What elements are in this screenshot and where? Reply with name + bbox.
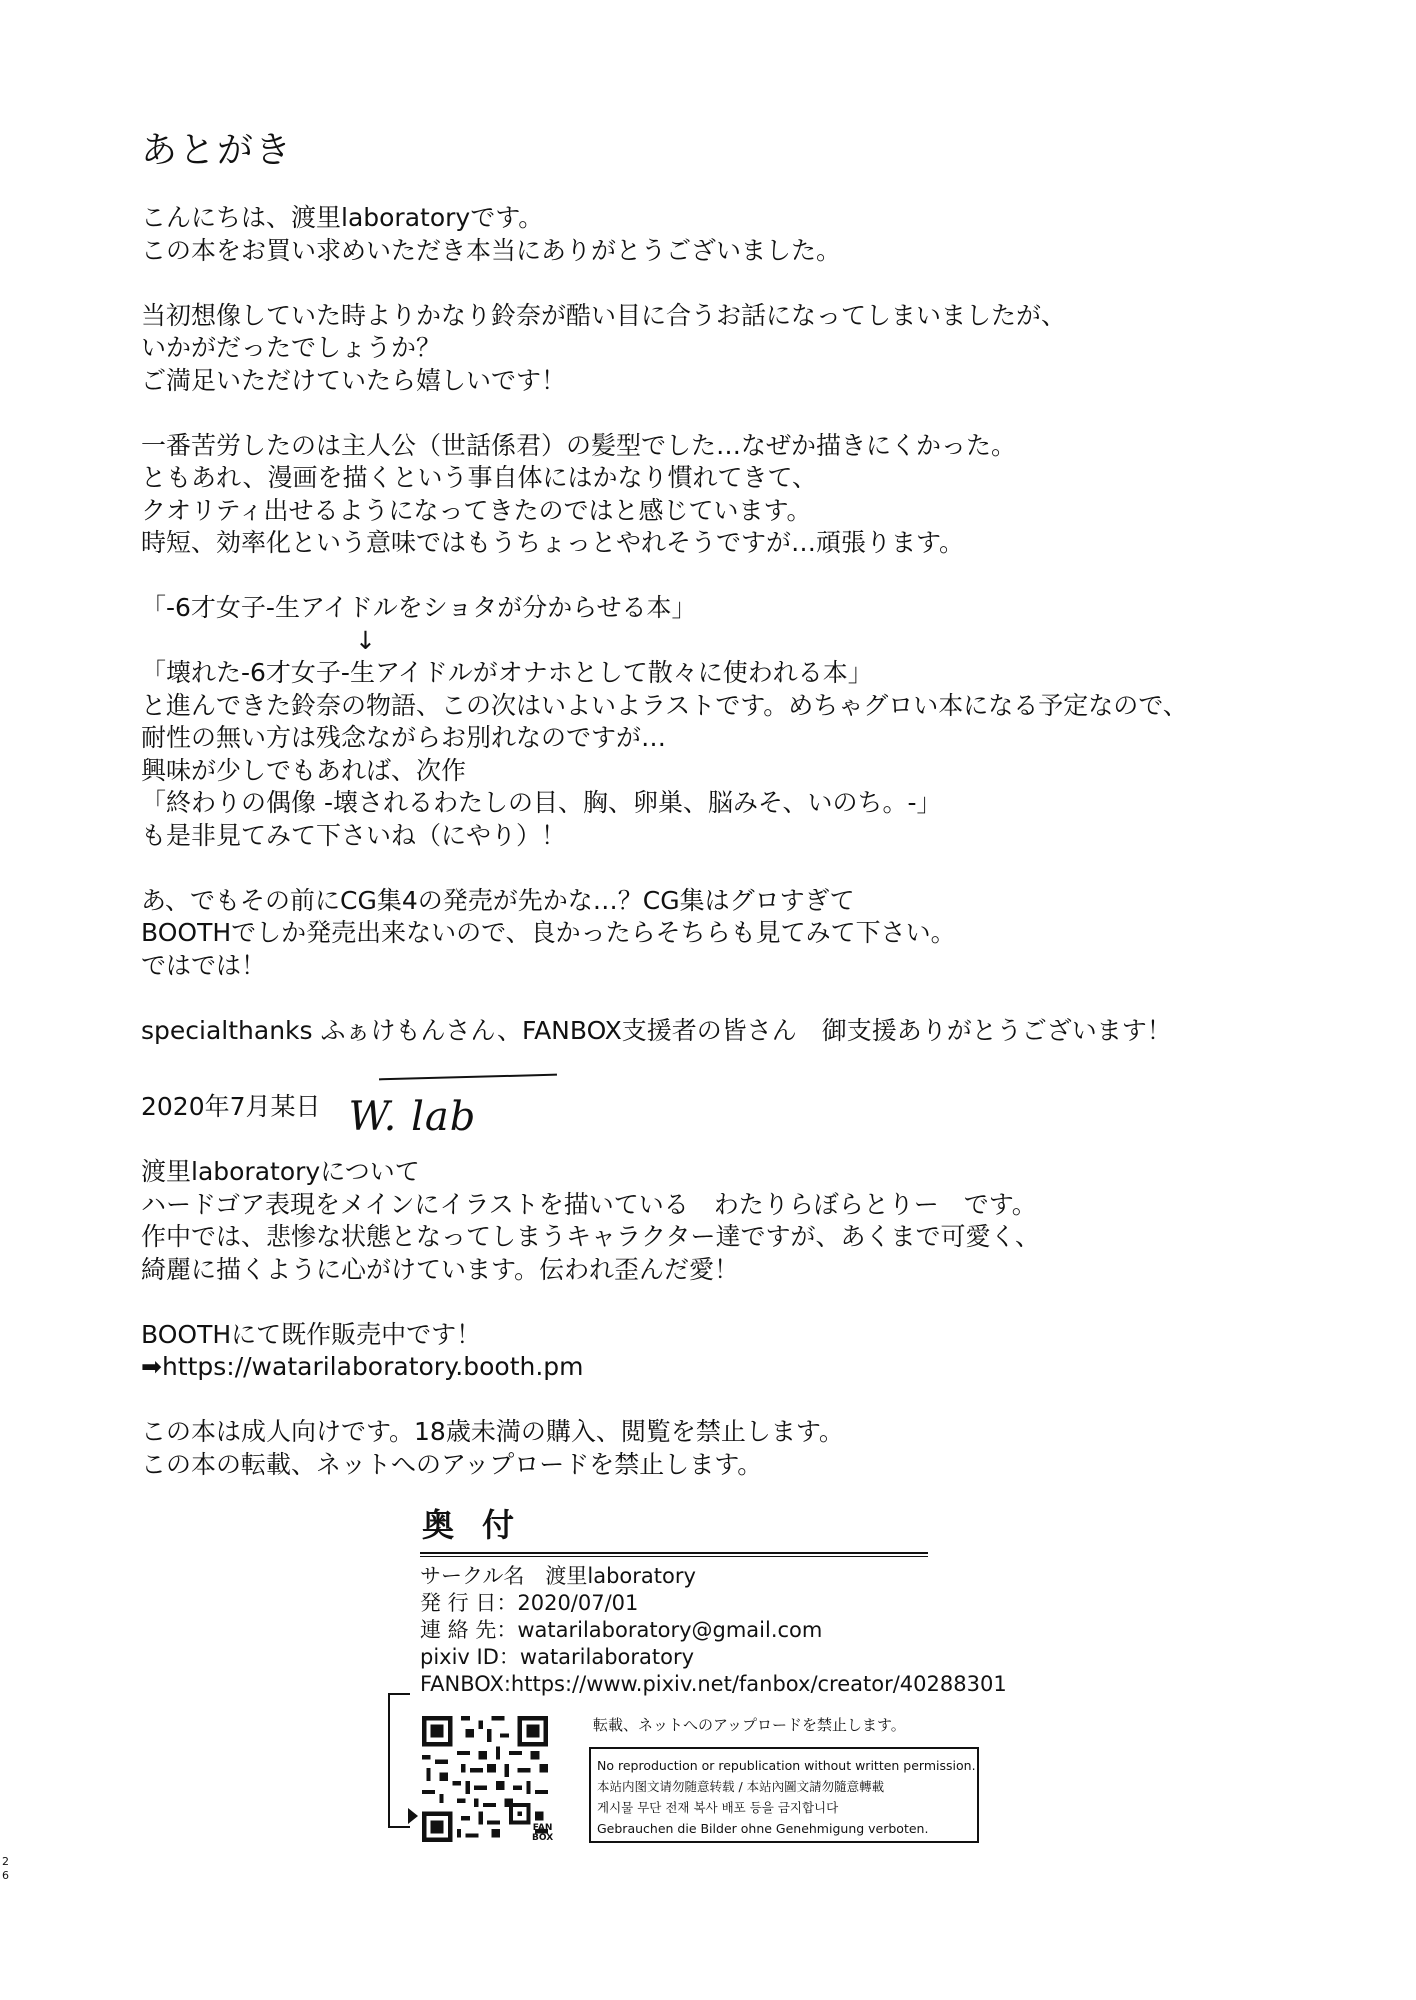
special-thanks: specialthanks ふぁけもんさん、FANBOX支援者の皆さん 御支援ありがとうございます！: [141, 1015, 1172, 1045]
copyright-notice-box: [589, 1747, 979, 1843]
colophon-rule: [420, 1552, 928, 1557]
afterword-line: あ、でもその前にCG集4の発売が先かな…？CG集はグロすぎて: [141, 885, 855, 915]
notice-title: 転載、ネットへのアップロードを禁止します。: [593, 1716, 906, 1734]
page-number-text: 26: [2, 1855, 9, 1882]
down-arrow: ↓: [355, 625, 376, 655]
about-line: ハードゴア表現をメインにイラストを描いている わたりらぼらとりー です。: [141, 1189, 1037, 1219]
afterword-line: 耐性の無い方は残念ながらお別れなのですが…: [141, 723, 667, 752]
notice-line: No reproduction or republication without written permission.: [597, 1758, 976, 1773]
afterword-line: 当初想像していた時よりかなり鈴奈が酷い目に合うお話になってしまいましたが、: [141, 300, 1067, 330]
notice-line: 게시물 무단 전재 복사 배포 등을 금지합니다: [597, 1800, 839, 1815]
afterword-line: 「終わりの偶像 -壊されるわたしの目、胸、卵巣、脳みそ、いのち。-」: [141, 788, 942, 817]
afterword-line: ともあれ、漫画を描くという事自体にはかなり慣れてきて、: [141, 463, 818, 492]
afterword-line: 一番苦労したのは主人公（世話係君）の髪型でした…なぜか描きにくかった。: [141, 430, 1017, 460]
colophon-row-circle: サークル名 渡里laboratory: [420, 1564, 696, 1588]
afterword-line: ではでは！: [141, 950, 267, 980]
about-heading: 渡里laboratoryについて: [141, 1157, 420, 1186]
afterword-line: こんにちは、渡里laboratoryです。: [141, 203, 544, 232]
about-line: 作中では、悲惨な状態となってしまうキャラクター達ですが、あくまで可愛く、: [141, 1222, 1041, 1251]
adult-notice: この本は成人向けです。18歳未満の購入、閲覧を禁止します。: [141, 1417, 844, 1446]
afterword-heading: あとがき: [141, 130, 294, 171]
bracket-arrow: [388, 1693, 410, 1828]
booth-url: ➡https://watarilaboratory.booth.pm: [141, 1352, 584, 1381]
signature-text: W. lab: [348, 1094, 477, 1140]
afterword-line: クオリティ出せるようになってきたのではと感じています。: [141, 495, 812, 525]
colophon-row-pixiv: pixiv ID ： watarilaboratory: [420, 1645, 695, 1669]
afterword-line: も是非見てみて下さいね（にやり）！: [141, 820, 567, 850]
afterword-line: いかがだったでしょうか？: [141, 333, 442, 362]
colophon-row-fanbox: FANBOX : https://www.pixiv.net/fanbox/creator/40288301: [420, 1672, 1007, 1696]
afterword-line: BOOTHでしか発売出来ないので、良かったらそちらも見てみて下さい。: [141, 918, 956, 947]
afterword-line: と進んできた鈴奈の物語、この次はいよいよラストです。めちゃグロい本になる予定なので、: [141, 690, 1188, 720]
afterword-line: 「壊れた-6才女子-生アイドルがオナホとして散々に使われる本」: [141, 658, 873, 687]
about-line: 綺麗に描くように心がけています。伝われ歪んだ愛！: [141, 1254, 740, 1284]
afterword-line: 「-6才女子-生アイドルをショタが分からせる本」: [141, 593, 697, 622]
date-signature-row: [141, 1080, 1301, 1140]
signature: [339, 1080, 559, 1140]
afterword-line: この本をお買い求めいただき本当にありがとうございました。: [141, 235, 842, 265]
colophon-title: 奥付: [422, 1506, 543, 1544]
fanbox-label: FAN BOX: [532, 1823, 554, 1843]
booth-line: BOOTHにて既作販売中です！: [141, 1319, 482, 1349]
notice-line: 本站内图文请勿随意转载 / 本站內圖文請勿隨意轉載: [597, 1779, 885, 1794]
page-number: [2, 1855, 9, 1883]
arrow-head-icon: [408, 1808, 418, 1824]
colophon: [420, 1500, 1020, 1698]
colophon-row-contact: 連 絡 先 ： watarilaboratory@gmail.com: [420, 1618, 823, 1642]
repost-notice: この本の転載、ネットへのアップロードを禁止します。: [141, 1449, 763, 1479]
date: 2020年7月某日: [141, 1092, 321, 1121]
afterword-line: ご満足いただけていたら嬉しいです！: [141, 365, 567, 395]
afterword-line: 興味が少しでもあれば、次作: [141, 755, 467, 785]
colophon-rows: [420, 1563, 1020, 1698]
afterword-body: [141, 202, 1301, 1481]
qr-code-icon: [422, 1716, 548, 1842]
colophon-row-date: 発 行 日 ： 2020/07/01: [420, 1591, 639, 1615]
notice-line: Gebrauchen die Bilder ohne Genehmigung verboten.: [597, 1821, 929, 1836]
afterword-line: 時短、効率化という意味ではもうちょっとやれそうですが…頑張ります。: [141, 528, 965, 557]
